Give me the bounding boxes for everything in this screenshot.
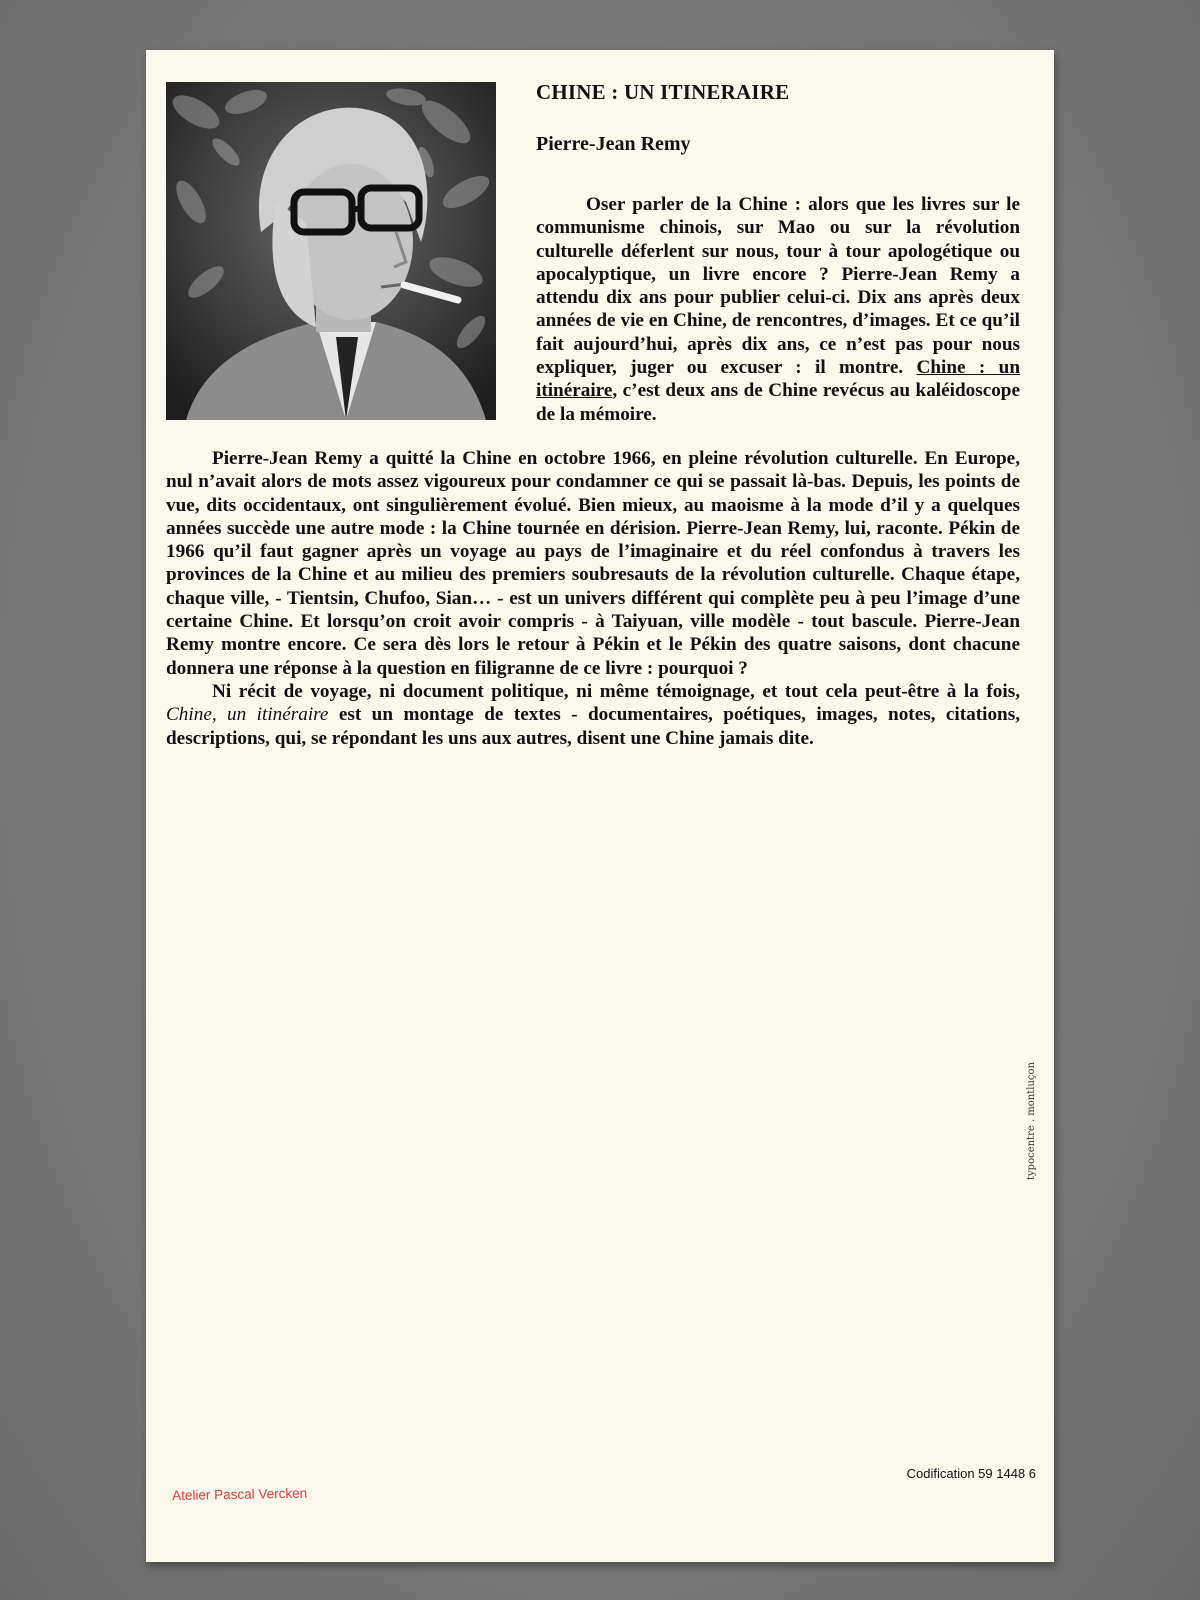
body-text: [166, 447, 1020, 750]
paragraph-3-italic-title: Chine, un itinéraire: [166, 704, 329, 726]
book-back-cover: [146, 50, 1054, 1562]
intro-text-2: , c’est deux ans de Chine revécus au kaléidoscope de la mémoire.: [536, 380, 1020, 425]
paragraph-3-text-1: Ni récit de voyage, ni document politique, ni même témoignage, et tout cela peut-être à la fois,: [212, 680, 1020, 702]
intro-paragraph: [536, 193, 1020, 426]
author-name: Pierre-Jean Remy: [536, 133, 691, 155]
intro-underlined-title: Chine : un itinéraire: [536, 357, 1020, 402]
paragraph-3: [166, 680, 1020, 750]
intro-text-1: Oser parler de la Chine : alors que les livres sur le communisme chinois, sur Mao ou sur la révolution culturelle déferlent sur nous, tour à tour apologétique ou apocalyptique, un livre encore ? Pierre-Jean Remy a attendu dix ans pour publier celui-ci. Dix ans après deux années de vie en Chine, de rencontres, d’images. Et ce qu’il fait aujourd’hui, après dix ans, ce n’est pas pour nous expliquer, juger ou excuser : il montre.: [536, 194, 1020, 379]
paragraph-3-text-2: est un montage de textes - documentaires, poétiques, images, notes, citations, descriptions, qui, se répondant les uns aux autres, disent une Chine jamais dite.: [166, 704, 1020, 749]
printer-credit: typocentre . montluçon: [1026, 1062, 1037, 1180]
codification-number: Codification 59 1448 6: [906, 1466, 1036, 1481]
book-title: CHINE : UN ITINERAIRE: [536, 80, 790, 104]
paragraph-2: Pierre-Jean Remy a quitté la Chine en octobre 1966, en pleine révolution culturelle. En Europe, nul n’avait alors de mots assez vigoureux pour condamner ce qui se passait là-bas. Depuis, les points de vue, dits occidentaux, ont singulièrement évolué. Bien mieux, au maoisme à la mode d’il y a quelques années succède une autre mode : la Chine tournée en dérision. Pierre-Jean Remy, lui, raconte. Pékin de 1966 qu’il faut gagner après un voyage au pays de l’imaginaire et du réel confondus à travers les provinces de la Chine et au milieu des premiers soubresauts de la révolution culturelle. Chaque étape, chaque ville, - Tientsin, Chufoo, Sian… - est un univers différent qui complète peu à peu l’image d’une certaine Chine. Et lorsqu’on croit avoir compris - à Taiyuan, ville modèle - tout bascule. Pierre-Jean Remy montre encore. Ce sera dès lors le retour à Pékin et le Pékin des quatre saisons, dont chacune donnera une réponse à la question en filigranne de ce livre : pourquoi ?: [166, 448, 1020, 679]
author-photo: [166, 82, 496, 420]
design-studio-credit: Atelier Pascal Vercken: [172, 1485, 308, 1503]
